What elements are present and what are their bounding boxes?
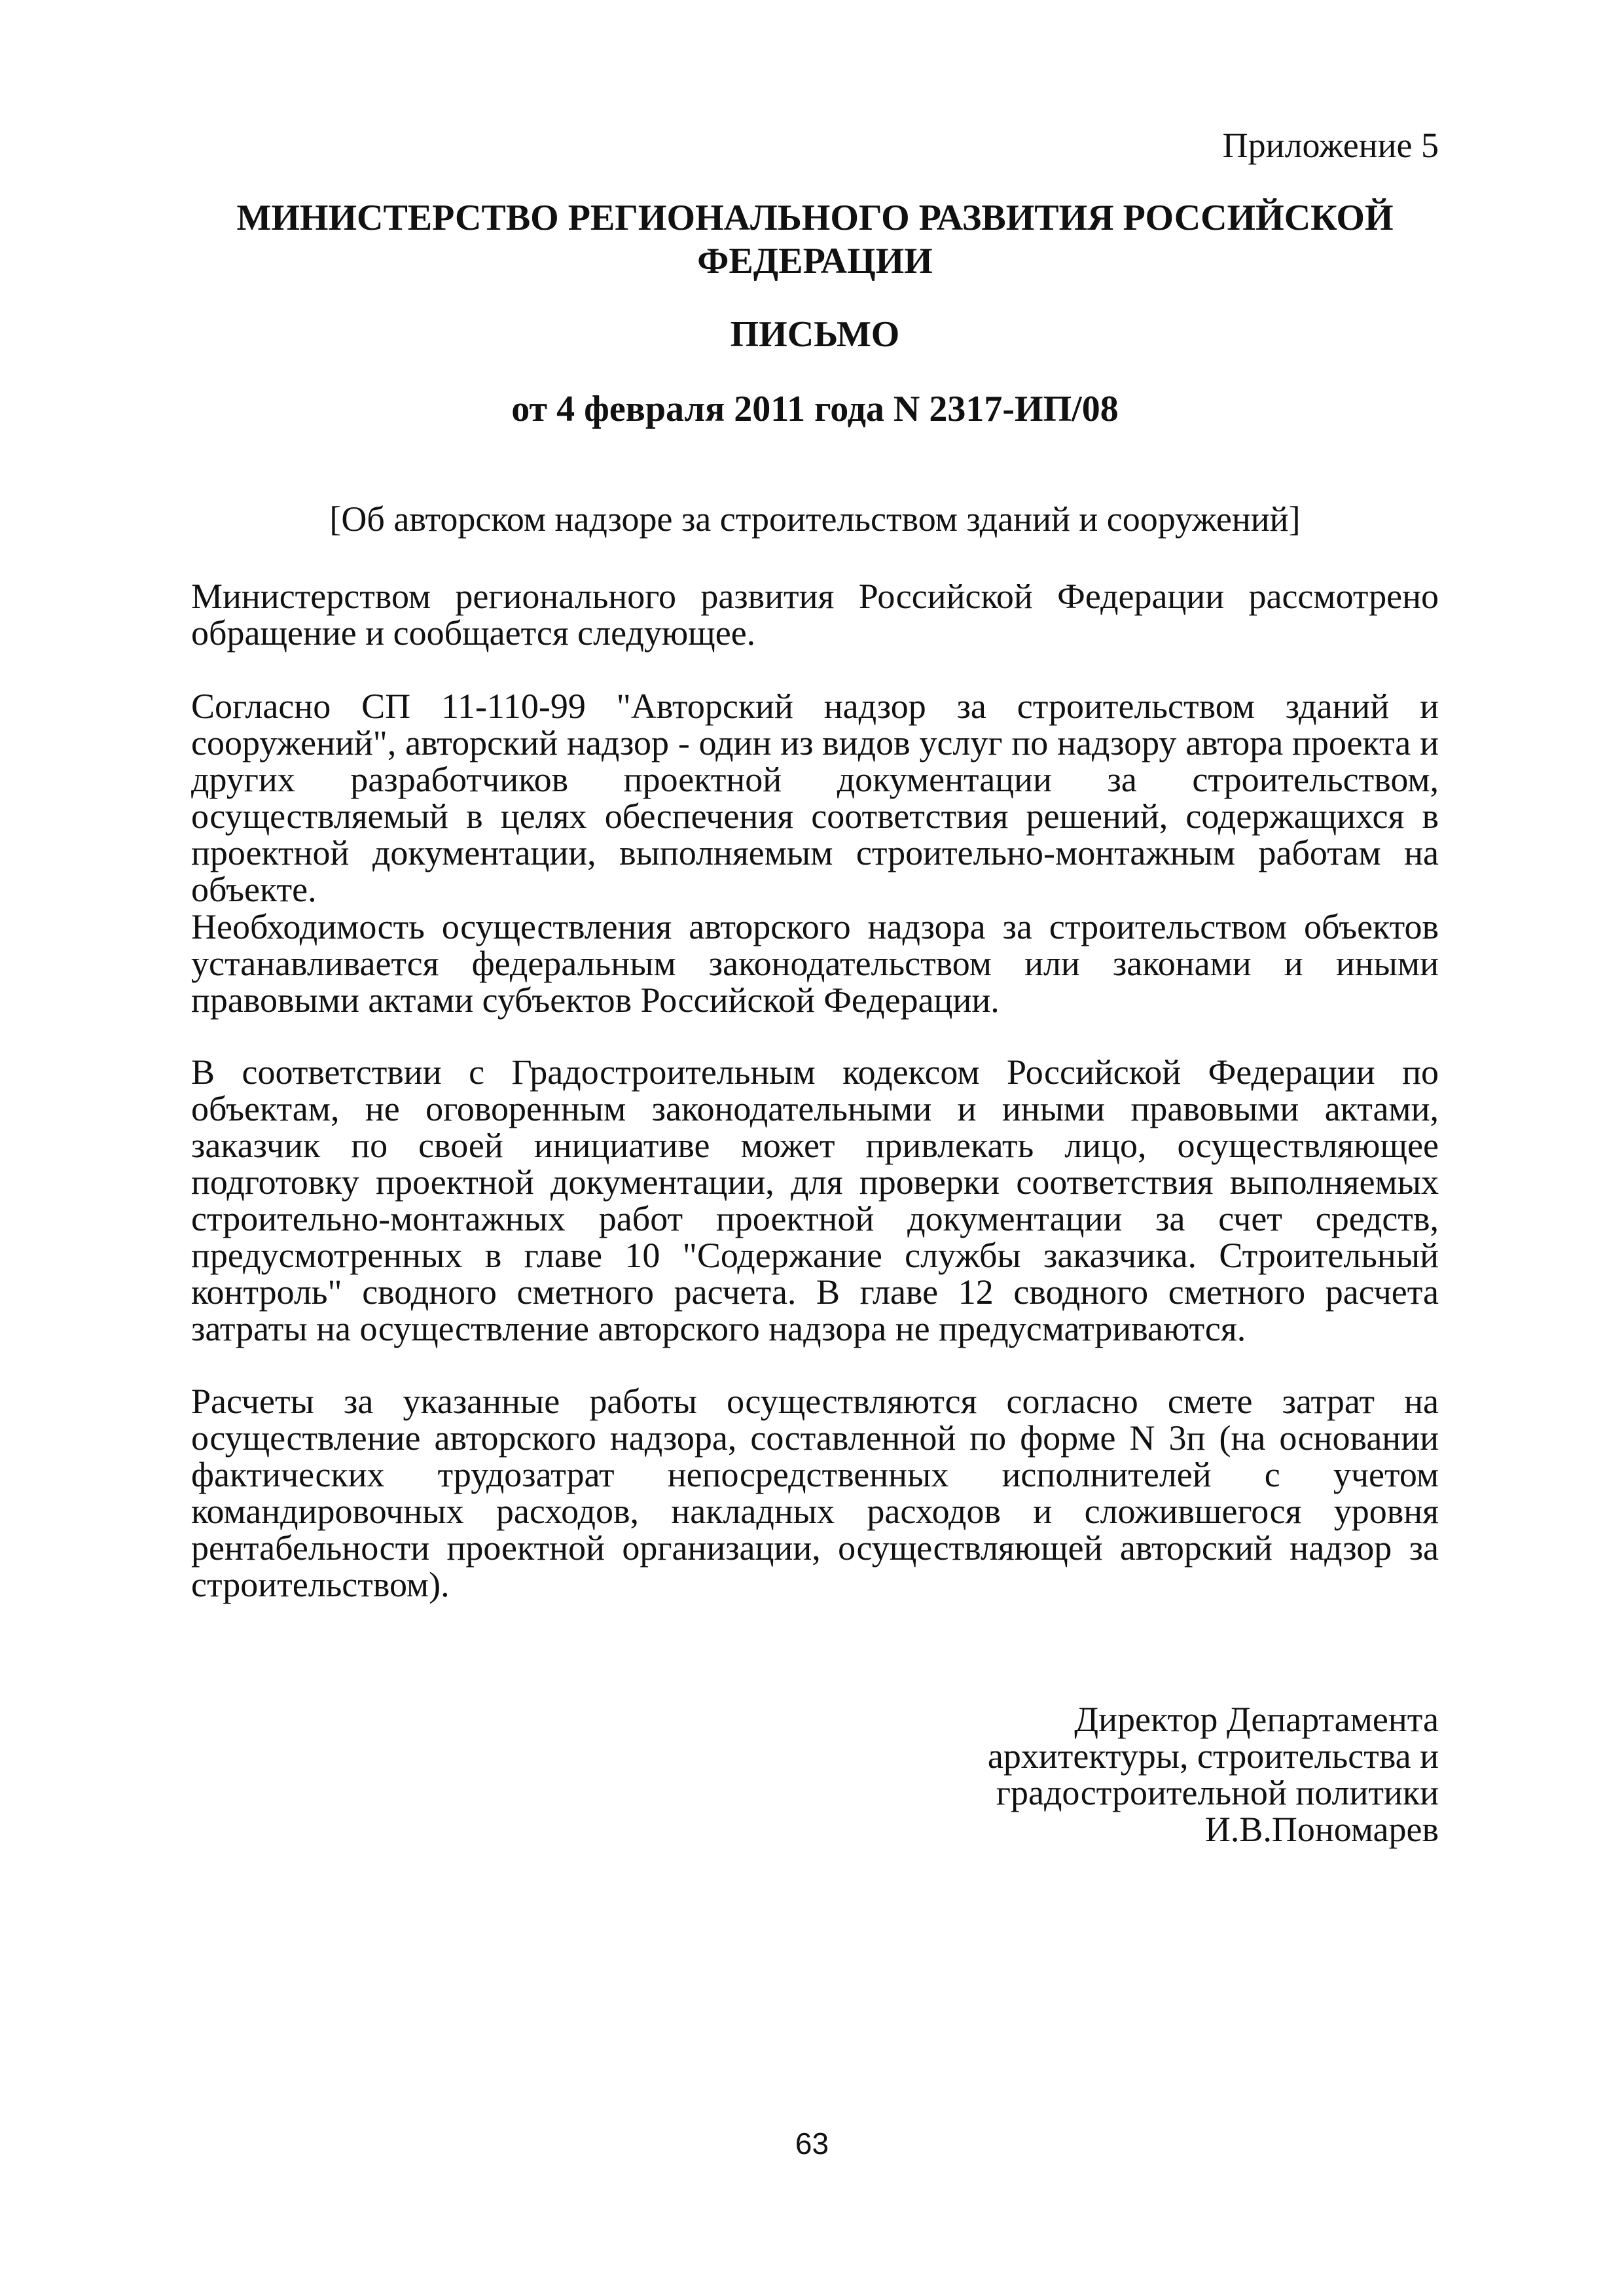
paragraph-3: Необходимость осуществления авторского надзора за строительством объектов устанавливается федеральным законодательством или законами и иными правовыми актами субъектов Российской Федерации. <box>191 907 1439 1020</box>
signature-position-line-1: Директор Департамента <box>1074 1700 1439 1739</box>
document-type: ПИСЬМО <box>730 314 900 355</box>
document-subject: [Об авторском надзоре за строительством зданий и сооружений] <box>329 499 1301 539</box>
paragraph-2: Согласно СП 11-110-99 "Авторский надзор за строительством зданий и сооружений", авторский надзор - один из видов услуг по надзору автора проекта и других разработчиков проектной документации за строительством, осуществляемый в целях обеспечения соответствия решений, содержащихся в проектной документации, выполняемым строительно-монтажным работам на объекте. <box>191 687 1439 909</box>
paragraph-1: Министерством регионального развития Российской Федерации рассмотрено обращение и сообщается следующее. <box>191 577 1439 653</box>
document-date-number: от 4 февраля 2011 года N 2317-ИП/08 <box>511 389 1119 429</box>
signatory-name: И.В.Пономарев <box>1204 1810 1439 1849</box>
ministry-title: МИНИСТЕРСТВО РЕГИОНАЛЬНОГО РАЗВИТИЯ РОССИЙСКОЙ ФЕДЕРАЦИИ <box>236 198 1394 281</box>
paragraph-4: В соответствии с Градостроительным кодексом Российской Федерации по объектам, не оговоренным законодательными и иными правовыми актами, заказчик по своей инициативе может привлекать лицо, осуществляющее подготовку проектной документации, для проверки соответствия выполняемых строительно-монтажных работ проектной документации за счет средств, предусмотренных в главе 10 "Содержание службы заказчика. Строительный контроль" сводного сметного расчета. В главе 12 сводного сметного расчета затраты на осуществление авторского надзора не предусматриваются. <box>191 1052 1439 1348</box>
page-number: 63 <box>795 2126 829 2161</box>
appendix-label: Приложение 5 <box>1222 126 1439 165</box>
signature-position-line-2: архитектуры, строительства и <box>987 1736 1439 1776</box>
signature-block <box>988 1701 1439 1848</box>
signature-position-line-3: градостроительной политики <box>996 1773 1439 1812</box>
paragraph-5: Расчеты за указанные работы осуществляются согласно смете затрат на осуществление авторского надзора, составленной по форме N 3п (на основании фактических трудозатрат непосредственных исполнителей с учетом командировочных расходов, накладных расходов и сложившегося уровня рентабельности проектной организации, осуществляющей авторский надзор за строительством). <box>191 1382 1439 1604</box>
